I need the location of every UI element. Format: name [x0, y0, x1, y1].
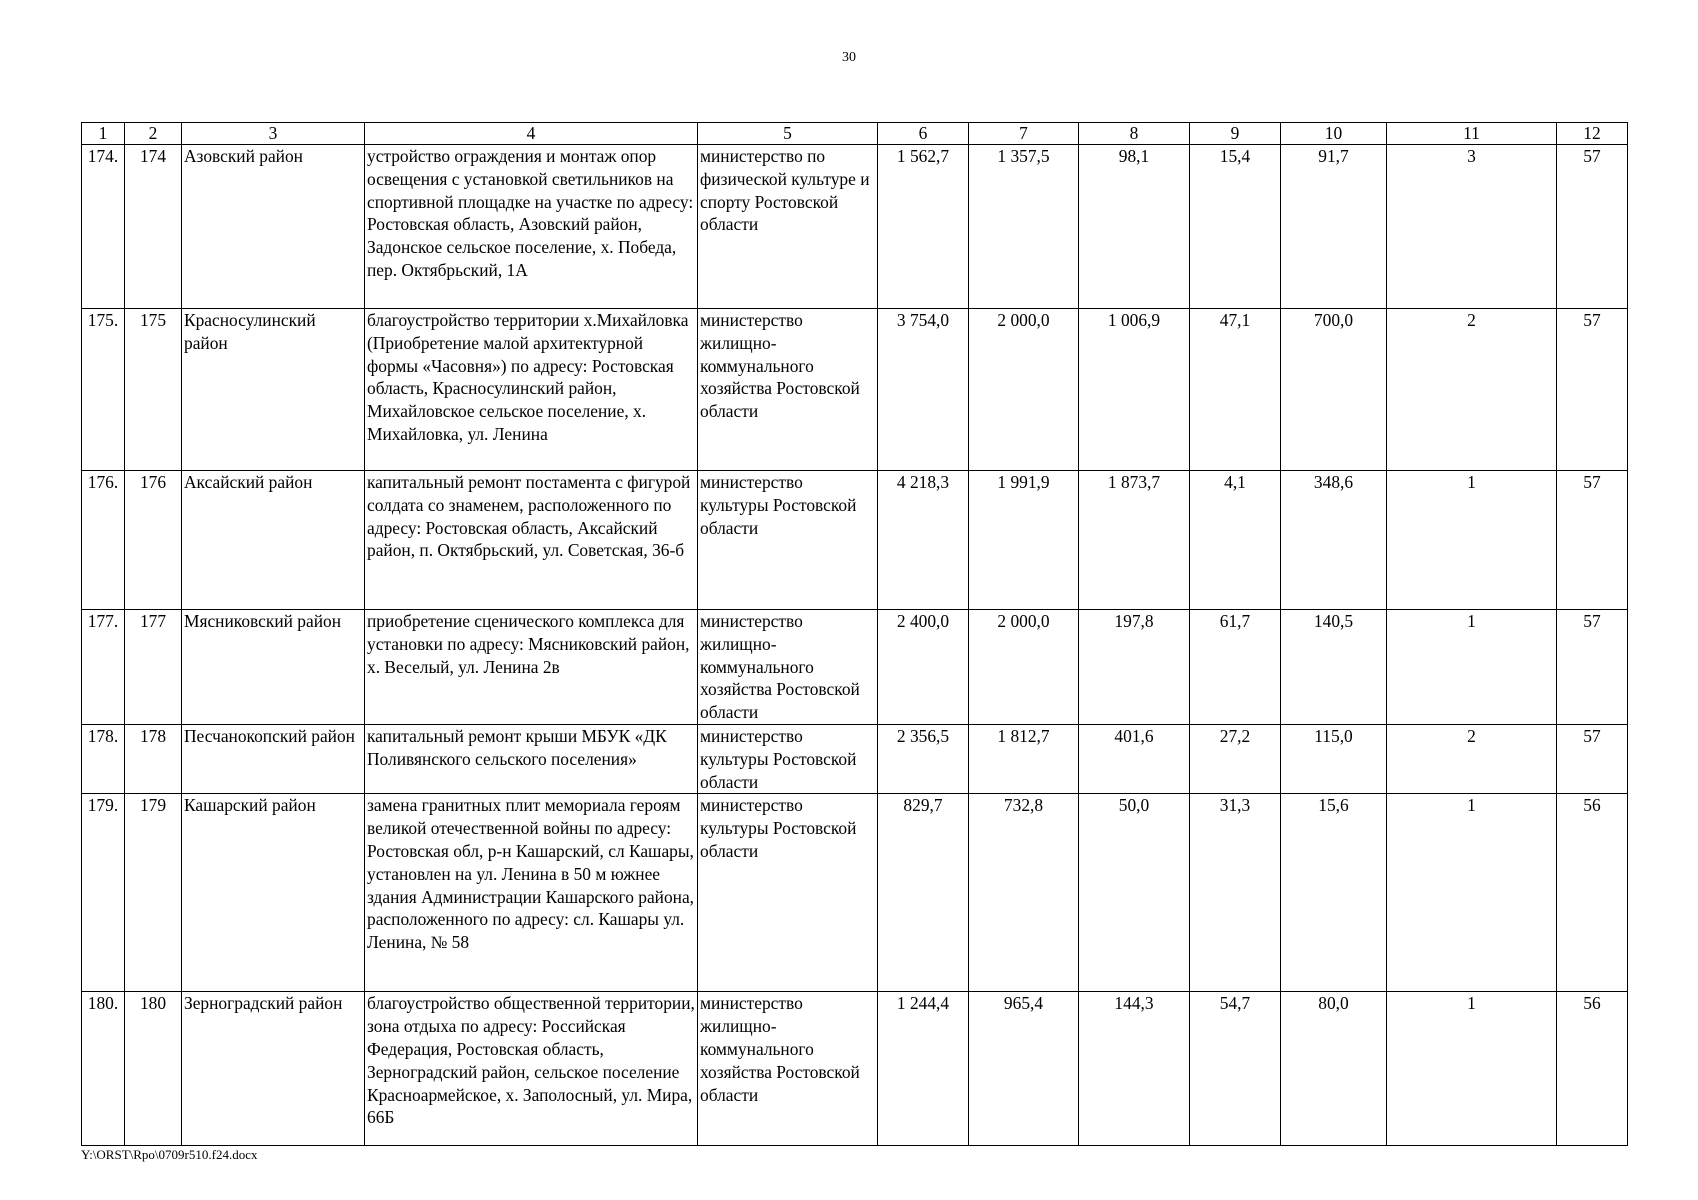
value-cell-10: 115,0: [1281, 725, 1387, 794]
value-cell-9: 4,1: [1190, 471, 1281, 610]
column-header: 9: [1190, 123, 1281, 145]
value-cell-11: 1: [1387, 610, 1557, 725]
value-cell-8: 98,1: [1079, 145, 1190, 309]
value-cell-6: 4 218,3: [878, 471, 969, 610]
row-number: 179.: [82, 794, 125, 992]
column-header: 4: [365, 123, 698, 145]
value-cell-10: 91,7: [1281, 145, 1387, 309]
row-index: 180: [125, 992, 182, 1146]
value-cell-7: 1 812,7: [969, 725, 1079, 794]
description-cell: капитальный ремонт крыши МБУК «ДК Поливянского сельского поселения»: [365, 725, 698, 794]
ministry-cell: министерство культуры Ростовской области: [698, 794, 878, 992]
value-cell-10: 15,6: [1281, 794, 1387, 992]
value-cell-11: 1: [1387, 992, 1557, 1146]
table-header-row: [82, 123, 1628, 145]
value-cell-8: 1 006,9: [1079, 309, 1190, 471]
value-cell-8: 1 873,7: [1079, 471, 1190, 610]
row-number: 177.: [82, 610, 125, 725]
ministry-cell: министерство жилищно-коммунального хозяйства Ростовской области: [698, 309, 878, 471]
district-cell: Азовский район: [182, 145, 365, 309]
value-cell-12: 57: [1557, 610, 1628, 725]
value-cell-7: 2 000,0: [969, 309, 1079, 471]
value-cell-12: 57: [1557, 471, 1628, 610]
value-cell-8: 144,3: [1079, 992, 1190, 1146]
value-cell-11: 3: [1387, 145, 1557, 309]
value-cell-8: 197,8: [1079, 610, 1190, 725]
column-header: 11: [1387, 123, 1557, 145]
column-header: 6: [878, 123, 969, 145]
value-cell-9: 31,3: [1190, 794, 1281, 992]
value-cell-11: 2: [1387, 309, 1557, 471]
district-cell: Песчанокопский район: [182, 725, 365, 794]
district-cell: Кашарский район: [182, 794, 365, 992]
value-cell-8: 50,0: [1079, 794, 1190, 992]
value-cell-9: 61,7: [1190, 610, 1281, 725]
value-cell-10: 140,5: [1281, 610, 1387, 725]
value-cell-6: 2 400,0: [878, 610, 969, 725]
description-cell: приобретение сценического комплекса для установки по адресу: Мясниковский район, х. Веселый, ул. Ленина 2в: [365, 610, 698, 725]
column-header: 10: [1281, 123, 1387, 145]
value-cell-11: 1: [1387, 471, 1557, 610]
value-cell-12: 57: [1557, 145, 1628, 309]
table-row: [82, 725, 1628, 794]
table-row: [82, 471, 1628, 610]
value-cell-7: 1 991,9: [969, 471, 1079, 610]
table-row: [82, 992, 1628, 1146]
ministry-cell: министерство жилищно-коммунального хозяйства Ростовской области: [698, 992, 878, 1146]
row-index: 177: [125, 610, 182, 725]
value-cell-6: 1 562,7: [878, 145, 969, 309]
row-number: 178.: [82, 725, 125, 794]
value-cell-7: 1 357,5: [969, 145, 1079, 309]
value-cell-10: 80,0: [1281, 992, 1387, 1146]
value-cell-9: 54,7: [1190, 992, 1281, 1146]
column-header: 1: [82, 123, 125, 145]
table-row: [82, 610, 1628, 725]
row-index: 178: [125, 725, 182, 794]
row-number: 180.: [82, 992, 125, 1146]
value-cell-12: 57: [1557, 309, 1628, 471]
row-number: 175.: [82, 309, 125, 471]
column-header: 2: [125, 123, 182, 145]
value-cell-9: 27,2: [1190, 725, 1281, 794]
data-table: [81, 122, 1628, 1146]
description-cell: устройство ограждения и монтаж опор освещения с установкой светильников на спортивной площадке на участке по адресу: Ростовская область, Азовский район, Задонское сельское поселение, х. Победа, пер. Октябрьский, 1А: [365, 145, 698, 309]
row-index: 179: [125, 794, 182, 992]
column-header: 12: [1557, 123, 1628, 145]
value-cell-6: 3 754,0: [878, 309, 969, 471]
district-cell: Зерноградский район: [182, 992, 365, 1146]
district-cell: Мясниковский район: [182, 610, 365, 725]
value-cell-6: 1 244,4: [878, 992, 969, 1146]
district-cell: Аксайский район: [182, 471, 365, 610]
description-cell: капитальный ремонт постамента с фигурой солдата со знаменем, расположенного по адресу: Ростовская область, Аксайский район, п. Октябрьский, ул. Советская, 36-б: [365, 471, 698, 610]
row-number: 174.: [82, 145, 125, 309]
column-header: 5: [698, 123, 878, 145]
footer-file-path: Y:\ORST\Rpo\0709r510.f24.docx: [81, 1147, 258, 1162]
column-header: 7: [969, 123, 1079, 145]
description-cell: замена гранитных плит мемориала героям великой отечественной войны по адресу: Ростовская обл, р-н Кашарский, сл Кашары, установлен на ул. Ленина в 50 м южнее здания Администрации Кашарского района, расположенного по адресу: сл. Кашары ул. Ленина, № 58: [365, 794, 698, 992]
description-cell: благоустройство общественной территории, зона отдыха по адресу: Российская Федерация, Ростовская область, Зерноградский район, сельское поселение Красноармейское, х. Заполосный, ул. Мира, 66Б: [365, 992, 698, 1146]
row-index: 174: [125, 145, 182, 309]
row-index: 176: [125, 471, 182, 610]
column-header: 3: [182, 123, 365, 145]
value-cell-9: 47,1: [1190, 309, 1281, 471]
ministry-cell: министерство культуры Ростовской области: [698, 471, 878, 610]
value-cell-6: 829,7: [878, 794, 969, 992]
ministry-cell: министерство жилищно-коммунального хозяйства Ростовской области: [698, 610, 878, 725]
value-cell-10: 348,6: [1281, 471, 1387, 610]
value-cell-7: 2 000,0: [969, 610, 1079, 725]
description-cell: благоустройство территории х.Михайловка (Приобретение малой архитектурной формы «Часовня») по адресу: Ростовская область, Красносулинский район, Михайловское сельское поселение, х. Михайловка, ул. Ленина: [365, 309, 698, 471]
value-cell-12: 56: [1557, 992, 1628, 1146]
ministry-cell: министерство по физической культуре и спорту Ростовской области: [698, 145, 878, 309]
value-cell-7: 732,8: [969, 794, 1079, 992]
page-number: 30: [842, 50, 856, 65]
value-cell-9: 15,4: [1190, 145, 1281, 309]
value-cell-12: 56: [1557, 794, 1628, 992]
value-cell-10: 700,0: [1281, 309, 1387, 471]
value-cell-11: 2: [1387, 725, 1557, 794]
table-row: [82, 794, 1628, 992]
value-cell-11: 1: [1387, 794, 1557, 992]
district-cell: Красносулинский район: [182, 309, 365, 471]
value-cell-6: 2 356,5: [878, 725, 969, 794]
ministry-cell: министерство культуры Ростовской области: [698, 725, 878, 794]
row-number: 176.: [82, 471, 125, 610]
table-row: [82, 145, 1628, 309]
value-cell-12: 57: [1557, 725, 1628, 794]
row-index: 175: [125, 309, 182, 471]
table-row: [82, 309, 1628, 471]
column-header: 8: [1079, 123, 1190, 145]
value-cell-7: 965,4: [969, 992, 1079, 1146]
value-cell-8: 401,6: [1079, 725, 1190, 794]
